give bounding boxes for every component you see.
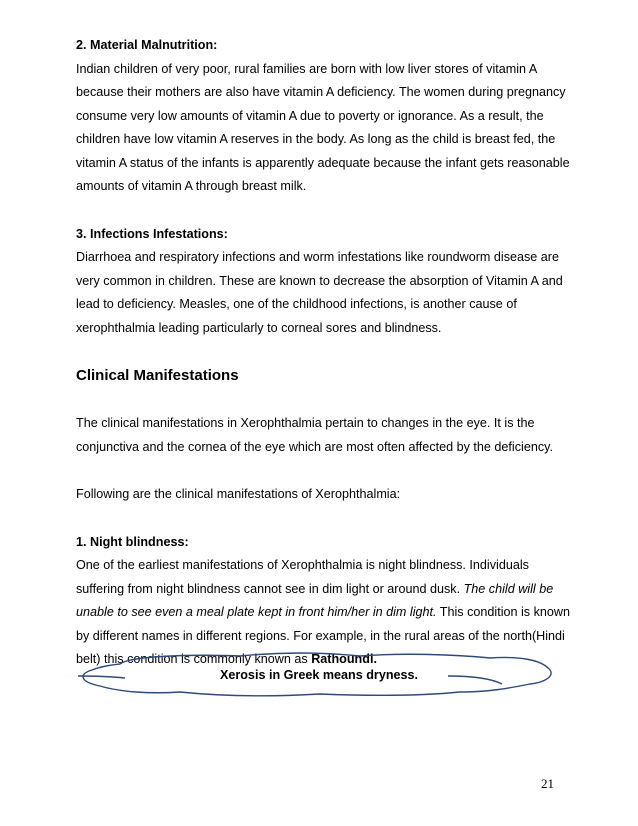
page-number: 21 [541,776,554,791]
page-content [76,34,570,672]
night-blindness-text-a: One of the earliest manifestations of Xerophthalmia is night blindness. Individuals suffering from night blindness cannot see in dim light or around dusk. [76,558,529,596]
clinical-intro-paragraph: The clinical manifestations in Xerophthalmia pertain to changes in the eye. It is the conjunctiva and the cornea of the eye which are most often affected by the deficiency. [76,416,553,454]
malnutrition-paragraph: Indian children of very poor, rural families are born with low liver stores of vitamin A because their mothers are also have vitamin A deficiency. The women during pregnancy consume very low amounts of vitamin A due to poverty or ignorance. As a result, the children have low vitamin A reserves in the body. As long as the child is breast fed, the vitamin A status of the infants is apparently adequate because the infant gets reasonable amounts of vitamin A through breast milk. [76,61,570,193]
clinical-manifestations-title: Clinical Manifestations [76,367,239,384]
callout-text: Xerosis in Greek means dryness. [219,668,419,682]
infections-paragraph: Diarrhoea and respiratory infections and worm infestations like roundworm disease are very common in children. These are known to decrease the absorption of Vitamin A and lead to deficiency. Measles, one of the childhood infections, is another cause of xerophthalmia leading particularly to corneal sores and blindness. [76,250,563,335]
rathoundi-term: Rathoundi. [311,652,377,666]
clinical-following-line: Following are the clinical manifestations of Xerophthalmia: [76,487,401,501]
night-blindness-text-b: This condition is known by different names in different regions. For example, in the rural areas of the north(Hindi belt) this condition is commonly known as [76,605,571,666]
night-blindness-heading: 1. Night blindness: [76,534,189,549]
infections-heading: 3. Infections Infestations: [76,226,228,241]
night-blindness-italic-text: The child will be unable to see even a meal plate kept in front him/her in dim light. [76,581,554,619]
malnutrition-heading: 2. Material Malnutrition: [76,38,218,52]
